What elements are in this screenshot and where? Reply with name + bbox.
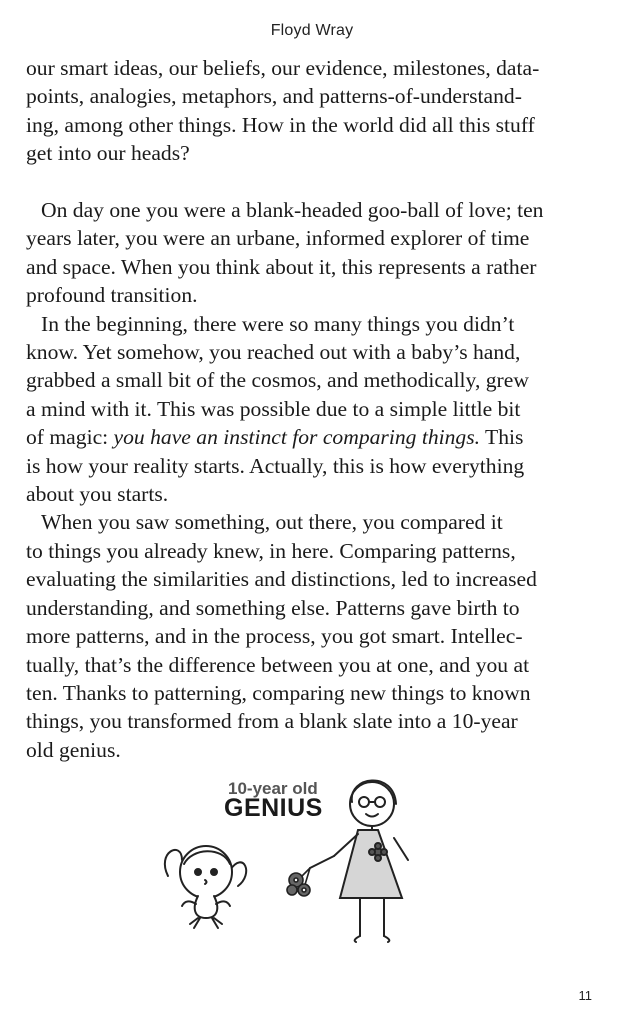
paragraph-3 bbox=[26, 310, 598, 509]
text-line: is how your reality starts. Actually, this is how everything bbox=[26, 453, 525, 478]
paragraph-4 bbox=[26, 508, 598, 764]
text-line: profound transition. bbox=[26, 283, 198, 308]
baby-drawing bbox=[165, 846, 246, 928]
text-line: years later, you were an urbane, informed explorer of time bbox=[26, 226, 530, 251]
text-line: get into our heads? bbox=[26, 141, 190, 166]
flower-bouquet-drawing bbox=[287, 868, 310, 896]
paragraph-gap bbox=[26, 168, 598, 196]
text-line: and space. When you think about it, this represents a rather bbox=[26, 254, 537, 279]
caption-small: 10-year old bbox=[228, 779, 318, 798]
magic-suffix: This bbox=[480, 425, 524, 450]
running-head: Floyd Wray bbox=[270, 22, 354, 39]
text-line: our smart ideas, our beliefs, our evidence, milestones, data- bbox=[26, 56, 540, 80]
text-line: know. Yet somehow, you reached out with a baby’s hand, bbox=[26, 340, 521, 365]
body-text bbox=[26, 54, 598, 764]
dress-fill bbox=[340, 830, 402, 898]
paragraph-2 bbox=[26, 196, 598, 310]
text-line: things, you transformed from a blank slate into a 10-year bbox=[26, 709, 518, 734]
text-line: tually, that’s the difference between you at one, and you at bbox=[26, 652, 530, 677]
text-line: evaluating the similarities and distinctions, led to increased bbox=[26, 567, 537, 592]
text-line bbox=[26, 423, 598, 451]
text-line: a mind with it. This was possible due to a simple little bit bbox=[26, 396, 521, 421]
text-line: In the beginning, there were so many things you didn’t bbox=[41, 311, 515, 336]
text-line: points, analogies, metaphors, and patterns-of-understand- bbox=[26, 84, 522, 109]
page-number: 11 bbox=[578, 988, 592, 1003]
text-line: understanding, and something else. Patterns gave birth to bbox=[26, 595, 520, 620]
genius-illustration bbox=[148, 768, 438, 952]
text-line: about you starts. bbox=[26, 482, 169, 507]
magic-prefix: of magic: bbox=[26, 425, 114, 450]
text-line: grabbed a small bit of the cosmos, and methodically, grew bbox=[26, 368, 529, 393]
girl-drawing bbox=[310, 780, 408, 942]
text-line: ing, among other things. How in the world did all this stuff bbox=[26, 112, 535, 137]
text-line: old genius. bbox=[26, 737, 121, 762]
paragraph-1 bbox=[26, 54, 598, 168]
text-line: When you saw something, out there, you compared it bbox=[41, 510, 503, 535]
text-line: more patterns, and in the process, you got smart. Intellec- bbox=[26, 624, 523, 649]
caption-large: GENIUS bbox=[224, 794, 323, 822]
text-line: to things you already knew, in here. Comparing patterns, bbox=[26, 538, 516, 563]
text-line: On day one you were a blank-headed goo-ball of love; ten bbox=[41, 198, 544, 223]
magic-italic-phrase: you have an instinct for comparing things. bbox=[113, 425, 481, 450]
text-line: ten. Thanks to patterning, comparing new things to known bbox=[26, 680, 531, 705]
